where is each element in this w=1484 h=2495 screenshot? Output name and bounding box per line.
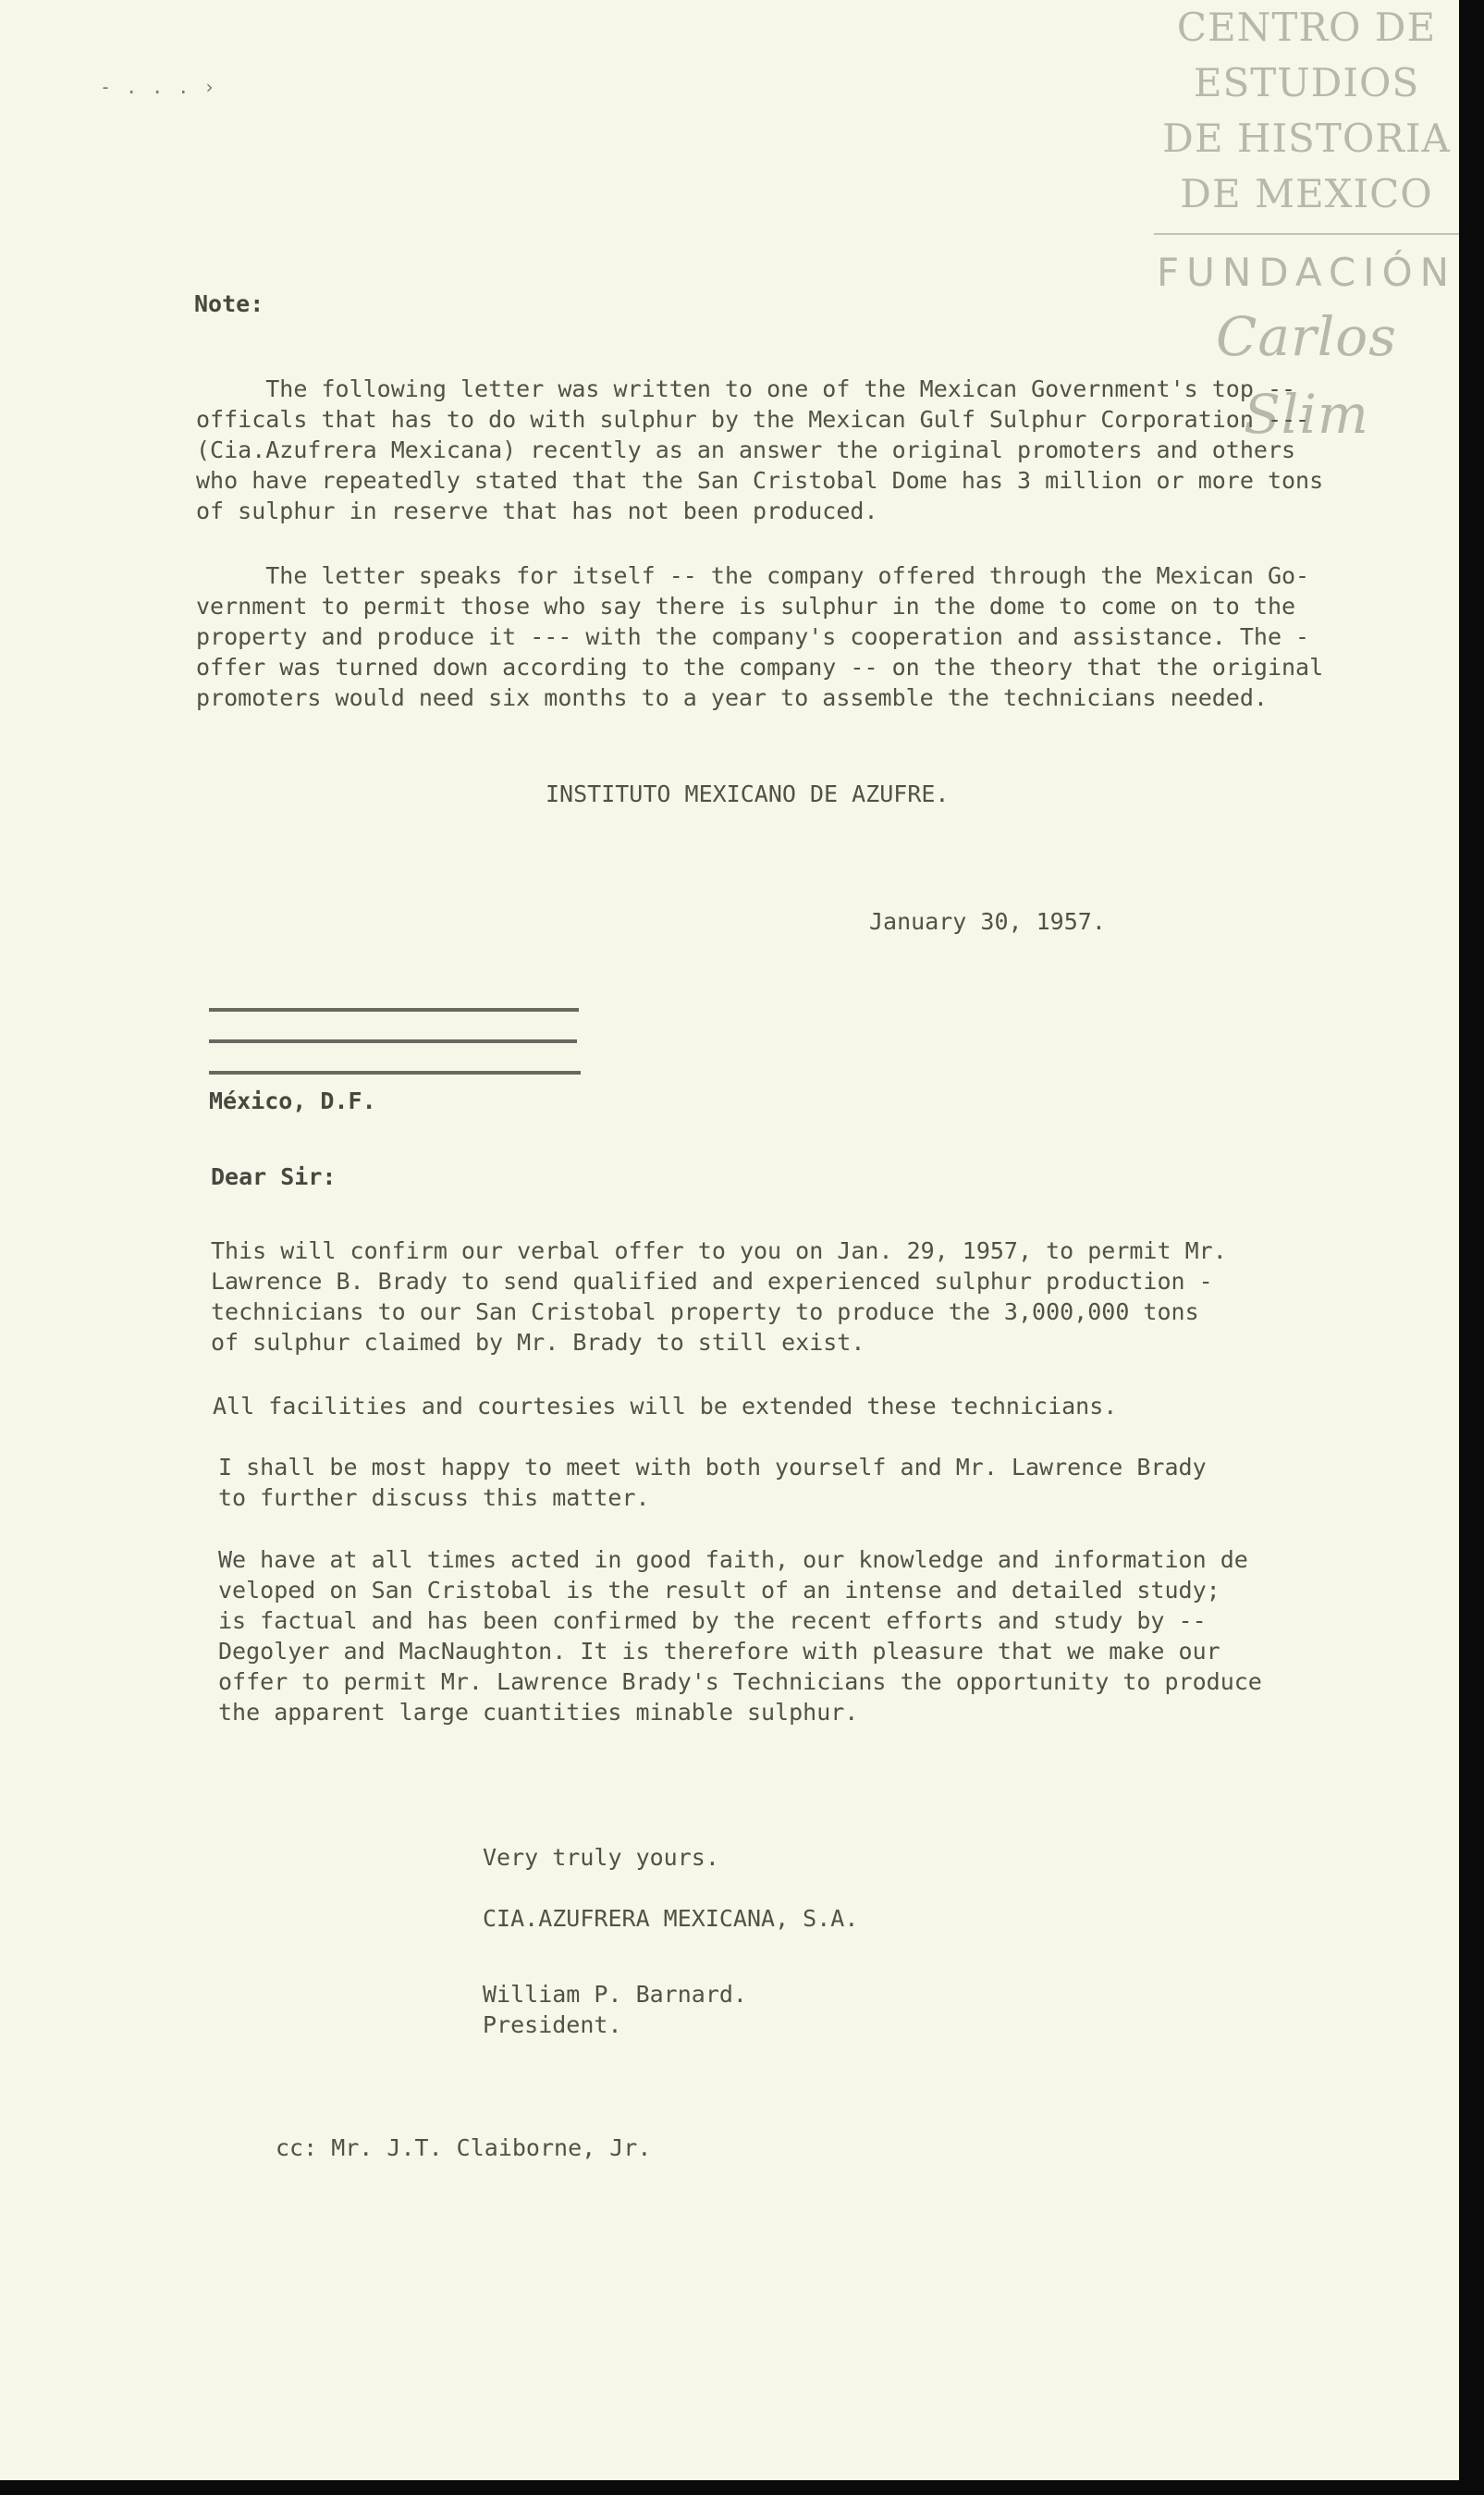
salutation: Dear Sir:: [211, 1163, 337, 1190]
signer-block: William P. Barnard. President.: [483, 1981, 747, 2038]
letter-paragraph-1: This will confirm our verbal offer to you on Jan. 29, 1957, to permit Mr. Lawrence B. Brady to send qualified and experienced sulphur production - technicians to our San Cristobal property to produce the 3,000,000 tons of sulphur claimed by Mr. Brady to still exist.: [211, 1237, 1227, 1356]
letter-paragraph-2: All facilities and courtesies will be extended these technicians.: [213, 1393, 1118, 1420]
note-paragraph-1: The following letter was written to one of the Mexican Government's top -- officals that has to do with sulphur by the Mexican Gulf Sulphur Corporation --- (Cia.Azufrera Mexicana) recently as an answer the original promoters and others who have repeatedly stated that the San Cristobal Dome has 3 million or more tons of sulphur in reserve that has not been produced.: [196, 375, 1324, 524]
company-name: CIA.AZUFRERA MEXICANA, S.A.: [483, 1905, 859, 1932]
watermark-line-1: CENTRO DE: [1176, 5, 1437, 50]
watermark-signature: Carlos Slim: [1216, 305, 1397, 446]
watermark-divider: [1154, 233, 1459, 235]
letter-date: January 30, 1957.: [869, 908, 1106, 935]
redacted-address-line-2: [209, 1039, 577, 1043]
closing: Very truly yours.: [483, 1844, 719, 1871]
watermark-foundation: FUNDACIÓN: [1156, 250, 1457, 295]
letter-paragraph-3: I shall be most happy to meet with both yourself and Mr. Lawrence Brady to further discuss this matter.: [218, 1454, 1207, 1511]
redacted-address-line-3: [209, 1071, 581, 1075]
note-label: Note:: [194, 290, 264, 317]
watermark-line-4: DE MEXICO: [1180, 171, 1433, 216]
institute-heading: INSTITUTO MEXICANO DE AZUFRE.: [546, 780, 950, 807]
watermark-line-3: DE HISTORIA: [1162, 116, 1451, 161]
corner-mark: - . . . ›: [100, 76, 217, 98]
note-paragraph-2: The letter speaks for itself -- the company offered through the Mexican Go- vernment to permit those who say there is sulphur in the dome to come on to the property and produce it --- with the company's cooperation and assistance. The - offer was turned down according to the company -- on the theory that the original promoters would need six months to a year to assemble the technicians needed.: [196, 562, 1324, 711]
carbon-copy-line: cc: Mr. J.T. Claiborne, Jr.: [276, 2134, 652, 2161]
letter-paragraph-4: We have at all times acted in good faith, our knowledge and information de veloped on San Cristobal is the result of an intense and detailed study; is factual and has been confirmed by the recent efforts and study by -- Degolyer and MacNaughton. It is therefore with pleasure that we make our offer to permit Mr. Lawrence Brady's Technicians the opportunity to produce the apparent large cuantities minable sulphur.: [218, 1546, 1262, 1726]
recipient-city: México, D.F.: [209, 1088, 376, 1114]
redacted-address-line-1: [209, 1008, 579, 1012]
watermark-line-2: ESTUDIOS: [1193, 60, 1420, 105]
